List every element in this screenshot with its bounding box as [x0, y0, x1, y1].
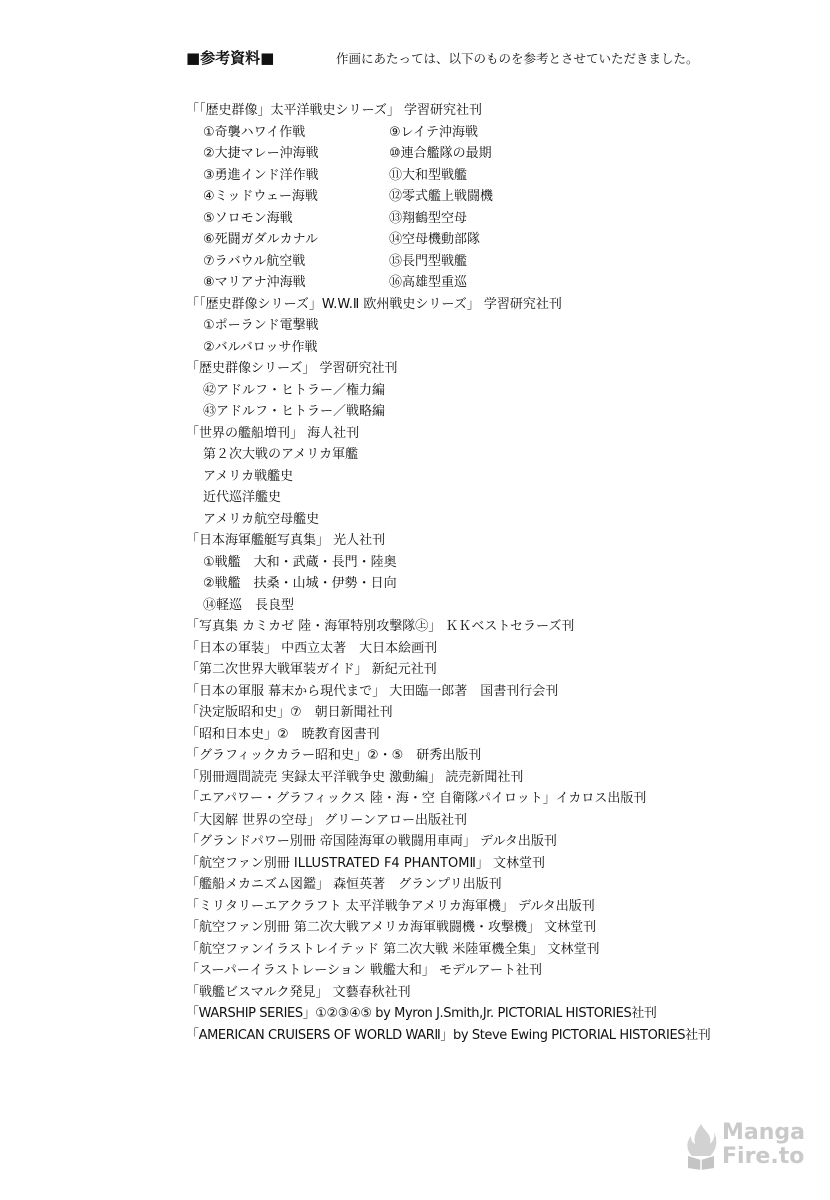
reference-title — [186, 1003, 806, 1025]
reference-item-text: アメリカ航空母艦史 — [203, 511, 320, 527]
reference-title-text: 「決定版昭和史」⑦ 朝日新聞社刊 — [186, 705, 393, 720]
reference-title — [186, 982, 806, 1004]
reference-pair — [186, 272, 806, 294]
section-title: ■参考資料■ — [186, 49, 275, 67]
reference-title-text: 「WARSHIP SERIES」①②③④⑤ by Myron J.Smith,Jr. PICTORIAL HISTORIES社刊 — [186, 1006, 657, 1021]
reference-title — [186, 724, 806, 746]
watermark-line2: Fire.to — [722, 1144, 805, 1169]
reference-volume: ⑫零式艦上戦闘機 — [389, 189, 494, 204]
reference-title-text: 「航空ファン別冊 ILLUSTRATED F4 PHANTOMⅡ」 文林堂刊 — [186, 855, 545, 871]
reference-title — [186, 530, 806, 552]
reference-title — [186, 294, 806, 316]
reference-title — [186, 659, 806, 681]
reference-volume: ⑨レイテ沖海戦 — [389, 124, 479, 140]
reference-title — [186, 702, 806, 724]
reference-title-text: 「ミリタリーエアクラフト 太平洋戦争アメリカ海軍機」 デルタ出版刊 — [186, 898, 595, 914]
reference-item-text: アメリカ戦艦史 — [203, 468, 294, 484]
reference-title-text: 「スーパーイラストレーション 戦艦大和」 モデルアート社刊 — [186, 963, 543, 978]
reference-item — [186, 401, 806, 423]
reference-title — [186, 616, 806, 638]
reference-title-text: 「グラフィックカラー昭和史」②・⑤ 研秀出版刊 — [186, 748, 482, 763]
reference-volume: ②大捷マレー沖海戦 — [203, 146, 319, 161]
watermark-line1: Manga — [722, 1120, 805, 1145]
reference-pair — [186, 143, 806, 165]
reference-title-text: 「写真集 カミカゼ 陸・海軍特別攻撃隊㊤」 ＫＫベストセラーズ刊 — [186, 619, 575, 634]
reference-title — [186, 939, 806, 961]
reference-item — [186, 487, 806, 509]
reference-item — [186, 552, 806, 574]
reference-item — [186, 466, 806, 488]
reference-item — [186, 337, 806, 359]
reference-item-text: ㊸アドルフ・ヒトラー／戦略編 — [203, 404, 386, 419]
reference-item-text: 近代巡洋艦史 — [203, 490, 282, 505]
reference-pair — [186, 208, 806, 230]
reference-title-text: 「航空ファン別冊 第二次大戦アメリカ海軍戦闘機・攻撃機」 文林堂刊 — [186, 920, 597, 935]
section-note: 作画にあたっては、以下のものを参考とさせていただきました。 — [336, 51, 699, 66]
reference-list — [186, 100, 806, 1046]
reference-title — [186, 100, 806, 122]
reference-title-text: 「歴史群像シリーズ」 学習研究社刊 — [186, 361, 398, 376]
reference-volume: ⑮長門型戦艦 — [389, 253, 468, 269]
reference-item — [186, 573, 806, 595]
reference-item-text: ①戦艦 大和・武蔵・長門・陸奥 — [203, 554, 397, 570]
reference-title — [186, 767, 806, 789]
reference-title-text: 「戦艦ビスマルク発見」 文藝春秋社刊 — [186, 984, 411, 1000]
reference-title-text: 「大図解 世界の空母」 グリーンアロー出版社刊 — [186, 812, 468, 828]
reference-title-text: 「艦船メカニズム図鑑」 森恒英著 グランプリ出版刊 — [186, 877, 502, 892]
reference-pair — [186, 165, 806, 187]
reference-item-text: ①ポーランド電撃戦 — [203, 318, 319, 333]
reference-title-text: 「AMERICAN CRUISERS OF WORLD WARⅡ」by Steve Ewing PICTORIAL HISTORIES社刊 — [186, 1027, 711, 1043]
reference-title — [186, 1025, 806, 1047]
heading-row — [186, 47, 806, 71]
reference-title-text: 「日本の軍服 幕末から現代まで」 大田臨一郎著 国書刊行会刊 — [186, 683, 559, 699]
reference-volume: ⑪大和型戦艦 — [389, 167, 468, 183]
reference-title-text: 「昭和日本史」② 暁教育図書刊 — [186, 726, 380, 742]
reference-pair — [186, 122, 806, 144]
reference-item — [186, 509, 806, 531]
reference-item — [186, 595, 806, 617]
reference-title-text: 「第二次世界大戦軍装ガイド」 新紀元社刊 — [186, 662, 437, 677]
reference-item — [186, 315, 806, 337]
reference-title — [186, 831, 806, 853]
reference-volume: ⑭空母機動部隊 — [389, 232, 481, 247]
reference-item-text: ②バルバロッサ作戦 — [203, 339, 318, 355]
reference-item-text: ㊷アドルフ・ヒトラー／権力編 — [203, 382, 386, 398]
reference-title — [186, 788, 806, 810]
reference-item-text: ②戦艦 扶桑・山城・伊勢・日向 — [203, 576, 397, 591]
reference-title — [186, 745, 806, 767]
reference-volume: ④ミッドウェー海戦 — [203, 189, 318, 204]
reference-title-text: 「「歴史群像シリーズ」W.W.Ⅱ 欧州戦史シリーズ」 学習研究社刊 — [186, 296, 562, 312]
reference-title-text: 「日本海軍艦艇写真集」 光人社刊 — [186, 533, 386, 548]
reference-volume: ⑧マリアナ沖海戦 — [203, 275, 306, 290]
reference-volume: ⑬翔鶴型空母 — [389, 210, 468, 226]
reference-title-text: 「エアパワー・グラフィックス 陸・海・空 自衛隊パイロット」イカロス出版刊 — [186, 791, 647, 806]
reference-volume: ⑦ラバウル航空戦 — [203, 253, 306, 269]
reference-item-text: ⑭軽巡 長良型 — [203, 597, 295, 613]
reference-title-text: 「グランドパワー別冊 帝国陸海軍の戦闘用車両」 デルタ出版刊 — [186, 834, 557, 849]
reference-title — [186, 917, 806, 939]
reference-title-text: 「日本の軍装」 中西立太著 大日本絵画刊 — [186, 640, 438, 656]
reference-title — [186, 896, 806, 918]
reference-volume: ⑯高雄型重巡 — [389, 275, 468, 290]
reference-title — [186, 638, 806, 660]
reference-title — [186, 960, 806, 982]
reference-title-text: 「「歴史群像」太平洋戦史シリーズ」 学習研究社刊 — [186, 103, 482, 118]
reference-pair — [186, 186, 806, 208]
reference-title — [186, 358, 806, 380]
reference-volume: ⑩連合艦隊の最期 — [389, 146, 492, 161]
reference-title-text: 「別冊週間読売 実録太平洋戦争史 激動編」 読売新聞社刊 — [186, 769, 524, 785]
reference-volume: ⑥死闘ガダルカナル — [203, 232, 319, 247]
reference-title — [186, 810, 806, 832]
reference-title — [186, 853, 806, 875]
reference-item — [186, 444, 806, 466]
reference-item-text: 第２次大戦のアメリカ軍艦 — [203, 447, 359, 462]
watermark-logo — [684, 1120, 814, 1172]
reference-volume: ⑤ソロモン海戦 — [203, 210, 293, 226]
reference-title — [186, 423, 806, 445]
reference-title — [186, 681, 806, 703]
reference-pair — [186, 251, 806, 273]
reference-item — [186, 380, 806, 402]
reference-pair — [186, 229, 806, 251]
reference-title-text: 「世界の艦船増刊」 海人社刊 — [186, 425, 360, 441]
reference-title — [186, 874, 806, 896]
reference-volume: ③勇進インド洋作戦 — [203, 167, 319, 183]
reference-title-text: 「航空ファンイラストレイテッド 第二次大戦 米陸軍機全集」 文林堂刊 — [186, 941, 600, 957]
reference-volume: ①奇襲ハワイ作戦 — [203, 124, 306, 140]
flame-book-icon — [684, 1122, 718, 1170]
